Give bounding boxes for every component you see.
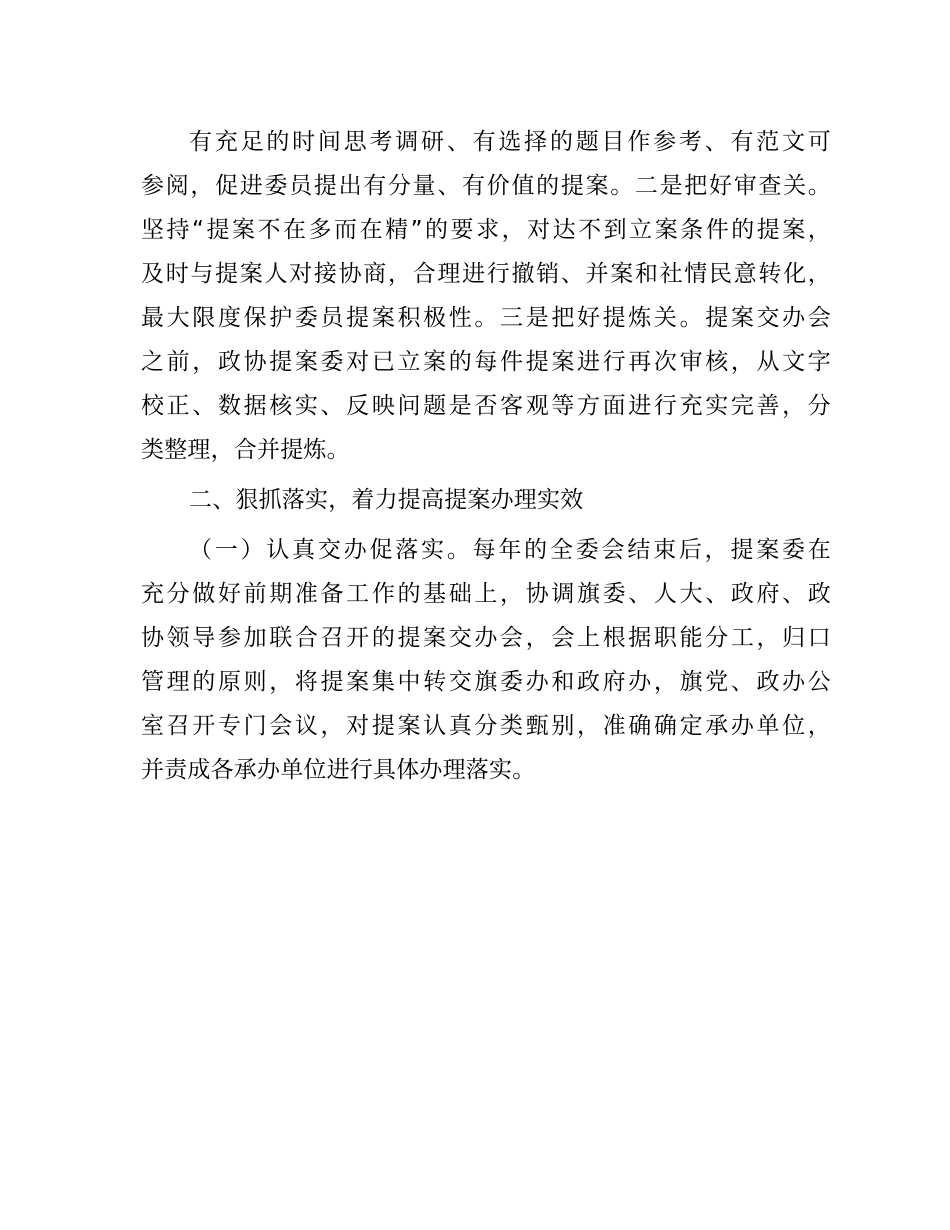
paragraph-line: 之前，政协提案委对已立案的每件提案进行再次审核，从文字	[141, 349, 831, 375]
section-heading: 二、狠抓落实，着力提高提案办理实效	[189, 487, 584, 513]
paragraph-line: 校正、数据核实、反映问题是否客观等方面进行充实完善，分	[141, 393, 831, 419]
paragraph-line: 协领导参加联合召开的提案交办会，会上根据职能分工，归口	[141, 625, 831, 651]
paragraph-line: 室召开专门会议，对提案认真分类甄别，准确确定承办单位，	[141, 713, 831, 739]
paragraph-line: 类整理，合并提炼。	[141, 437, 350, 463]
paragraph-line: 及时与提案人对接协商，合理进行撤销、并案和社情民意转化，	[141, 261, 831, 287]
paragraph-line: 有充足的时间思考调研、有选择的题目作参考、有范文可	[189, 129, 831, 155]
paragraph-line: 坚持“提案不在多而在精”的要求，对达不到立案条件的提案，	[141, 217, 831, 243]
paragraph-line: 最大限度保护委员提案积极性。三是把好提炼关。提案交办会	[141, 305, 831, 331]
paragraph-line: （一）认真交办促落实。每年的全委会结束后，提案委在	[189, 537, 831, 563]
paragraph-line: 参阅，促进委员提出有分量、有价值的提案。二是把好审查关。	[141, 173, 831, 199]
paragraph-line: 管理的原则，将提案集中转交旗委办和政府办，旗党、政办公	[141, 669, 831, 695]
paragraph-line: 并责成各承办单位进行具体办理落实。	[141, 757, 536, 783]
paragraph-line: 充分做好前期准备工作的基础上，协调旗委、人大、政府、政	[141, 581, 831, 607]
